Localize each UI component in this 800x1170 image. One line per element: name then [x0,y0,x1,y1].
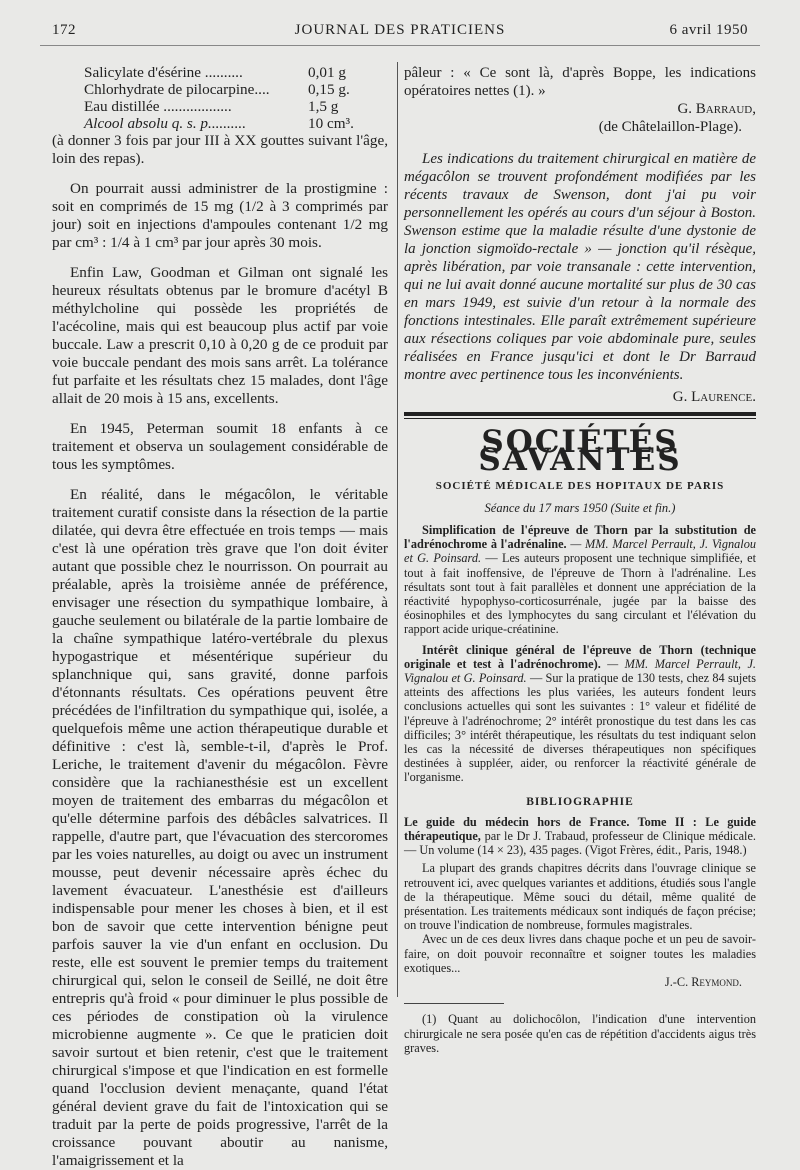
formula-quantity: 1,5 g [308,98,339,115]
report-body: — Sur la pratique de 130 tests, chez 84 sujets atteints des affections les plus variées, les auteurs fondent leurs conclusions actuelles qui sont les suivantes : 1° valeur et fidélité de l'épreuve à l'adrénochrome; 2° intérêt pronostique du test dans les cas difficiles; 3° intérêt thérapeutique, les résultats du test indiquant selon les cas la nécessité de diverses thérapeutiques non spécifiques destinées à suppléer, aider, ou renforcer la réactivité générale de l'organisme. [404,671,757,785]
formula-row [52,81,388,98]
author-affiliation: (de Châtelaillon-Plage). [598,119,742,135]
society-heading: SOCIÉTÉ MÉDICALE DES HOPITAUX DE PARIS [435,480,725,492]
footnote-rule [404,1003,504,1004]
footnote: (1) Quant au dolichocôlon, l'indication d'une intervention chirurgicale ne sera posée qu'en cas de répétition d'accidents aigus très graves. [404,1012,756,1055]
report-title: Intérêt clinique général de l'épreuve de Thorn (technique originale et test à l'adrénochrome). [404,642,756,671]
formula-row [52,64,388,81]
header-rule [40,45,760,46]
formula-ingredient: Salicylate d'ésérine .......... [84,64,243,81]
page-number: 172 [52,22,76,38]
book-reference [404,815,756,858]
report-title: Simplification de l'épreuve de Thorn par la substitution de l'adrénochrome à l'adrénaline. [404,523,756,552]
page-header [52,22,748,44]
paragraph-continuation: pâleur : « Ce sont là, d'après Boppe, les indications opératoires nettes (1). » [404,65,756,99]
formula-quantity: 0,01 g [308,64,346,81]
column-divider [397,62,398,997]
right-column [404,64,756,1055]
formula-quantity: 0,15 g. [308,81,350,98]
report-authors: — MM. Marcel Perrault, J. Vignalou et G. Poinsard. [404,537,756,566]
paragraph-prostigmine: On pourrait aussi administrer de la prostigmine : soit en comprimés de 15 mg (1/2 à 3 comprimés par jour) soit en injections d'ampoules contenant 1/2 mg par cm³ : 1/4 à 1 cm³ par jour après 30 mois. [52,180,388,251]
formula-quantity: 10 cm³. [308,115,354,132]
paragraph-methylcholine: Enfin Law, Goodman et Gilman ont signalé les heureux résultats obtenus par le bromure d'acétyl B méthylcholine qui possède les propriétés de l'acécoline, mais qui est beaucoup plus actif par voie buccale. Law a prescrit 0,10 à 0,20 g de ce produit par voie buccale pendant des mois sans arrêt. La tolérance fut parfaite et les résultats chez 15 malades, dont l'âge allait de 20 mois à 15 ans, excellents. [52,264,388,407]
author-signature: G. Barraud, [677,101,756,117]
editorial-comment: Les indications du traitement chirurgical en matière de mégacôlon se trouvent profondément modifiées par les récents travaux de Swenson, dont j'ai pu voir personnellement les opérés au cours d'un séjour à Boston. Swenson estime que la maladie résulte d'une dystonie de la jonction sigmoïdo-rectale » — jonction qu'il résèque, après libération, par voie transanale : cette intervention, qui ne lui avait donné aucune mortalité sur plus de 30 cas en mars 1949, est suivie d'un retour à la normale des fonctions intestinales. Elle paraît extrêmement supérieure aux résections coliques par voie abdominale pure, seules réalisées en France jusqu'ici et dont le Dr Barraud montre avec pertinence tous les inconvénients. [404,151,756,383]
book-review-paragraph: La plupart des grands chapitres décrits dans l'ouvrage clinique se retrouvent ici, avec quelques variantes et additions, étudiés sous l'angle de la thérapeutique. Même souci du détail, même qualité de présentation. Les traitements médicaux sont indiqués de façon précise; on trouve l'indication de nombreuse, formules magistrales. [404,861,756,933]
section-title: SOCIÉTÉS SAVANTES [478,424,682,478]
prescription-formula [52,64,388,132]
book-title: Le guide du médecin hors de France. Tome II : Le guide thérapeutique, [404,814,756,844]
report-item [404,523,756,637]
reviewer-signature: J.-C. Reymond. [664,975,742,990]
session-date: Séance du 17 mars 1950 (Suite et fin.) [484,501,676,515]
paragraph-peterman: En 1945, Peterman soumit 18 enfants à ce traitement et observa un soulagement considérable de tous les symptômes. [52,420,388,473]
formula-row [52,98,388,115]
society-reports [404,523,756,1055]
report-authors: — MM. Marcel Perrault, J. Vignalou et G. Poinsard. [404,656,756,686]
issue-date: 6 avril 1950 [669,22,748,38]
report-item [404,643,756,785]
book-details: par le Dr J. Trabaud, professeur de Clinique médicale. — Un volume (14 × 23), 435 pages. (Vigot Frères, édit., Paris, 1948.) [404,829,756,858]
bibliography-heading: BIBLIOGRAPHIE [526,795,634,808]
formula-ingredient: Chlorhydrate de pilocarpine.... [84,81,270,98]
formula-ingredient: Eau distillée .................. [84,98,232,115]
section-rule-thick [404,412,756,416]
book-review-paragraph: Avec un de ces deux livres dans chaque poche et un peu de savoir-faire, on doit pouvoir reconnaître et soigner toutes les maladies exotiques... [404,932,756,975]
journal-title: JOURNAL DES PRATICIENS [294,22,506,38]
formula-row [52,115,388,132]
dosage-note: (à donner 3 fois par jour III à XX gouttes suivant l'âge, loin des repas). [52,132,388,167]
left-column [52,64,388,1170]
formula-ingredient: Alcool absolu q. s. p.......... [84,115,246,132]
commentator-signature: G. Laurence. [672,389,756,405]
section-rule-thin [404,418,756,419]
paragraph-surgical-treatment: En réalité, dans le mégacôlon, le véritable traitement curatif consiste dans la résection de la partie dilatée, qui devra être effectuée en trois temps — mais c'est là une opération très grave que l'on doit éviter autant que possible chez le nourrisson. On pourrait au préalable, après la troisième année de préférence, envisager une résection du sympathique lombaire, à gauche seulement ou bilatérale de la partie lombaire de la chaîne sympathique latéro-vertébrale du plexus hypogastrique et mésentérique supérieur du splanchnique qui, sans gravité, donne parfois d'étonnants résultats. Ces opérations peuvent être précédées de l'infiltration du sympathique qui, isolée, a quelquefois même une action thérapeutique durable et définitive : c'est là, semble-t-il, d'après le Prof. Leriche, le traitement d'avenir du mégacôlon. Fèvre considère que la rachianesthésie est un excellent moyen de traitement des embarras du mégacôlon et qu'elle détermine parfois des débâcles salvatrices. Il rappelle, d'autre part, que l'évacuation des stercoromes par les voies naturelles, au doigt ou avec un instrument mousse, peut devenir nécessaire après échec du lavement évacuateur. L'anesthésie est d'ailleurs indispensable pour mener les choses à bien, et il est bon de savoir que cette intervention bénigne peut parfois sauver la vie d'un enfant en occlusion. Du reste, elle est souvent le premier temps du traitement chirurgical qui, selon le conseil de Seillé, ne doit être entrepris qu'à froid « pour diminuer le plus possible de ces périodes de constipation où la virulence microbienne augmente ». Ce que le praticien doit savoir surtout et bien retenir, c'est que le traitement chirurgical s'impose et que l'indication en est formelle quand l'occlusion devient menaçante, quand l'état général devient grave du fait de l'intoxication qui se traduit par la perte de poids progressive, l'arrêt de la croissance pouvant aboutir au nanisme, l'amaigrissement et la [52,486,388,1169]
report-body: — Les auteurs proposent une technique simplifiée, et tout à fait inoffensive, de l'épreuve de Thorn à l'adrénaline. Les résultats sont tout à fait parallèles et donnent une appréciation de la réactivité hypophyso-corticosurrénale, jugée par la baisse des éosinophiles et des lymphocytes du sang circulant et l'élévation du rapport acide urique-créatinine. [404,551,756,637]
